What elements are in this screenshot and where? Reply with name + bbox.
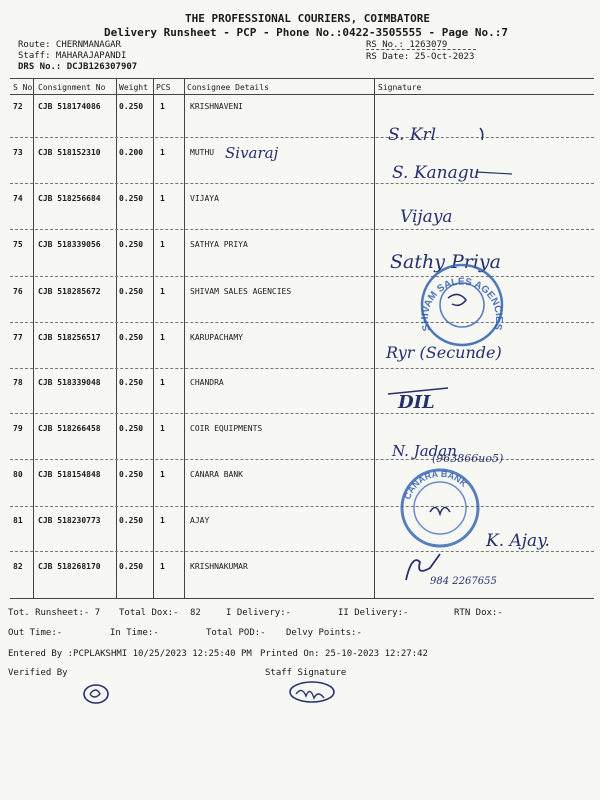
delvy-points: Delvy Points:- [286,628,362,638]
row-pcs: 1 [160,516,165,525]
row-pcs: 1 [160,194,165,203]
in-time: In Time:- [110,628,159,638]
row-sno: 75 [13,240,23,249]
row-consignee: SHIVAM SALES AGENCIES [190,287,292,296]
row-sno: 73 [13,148,23,157]
col-header-consignee: Consignee Details [187,83,269,92]
verified-signature [84,685,108,703]
svg-text:CANARA BANK [402,469,469,501]
row-pcs: 1 [160,470,165,479]
i-delivery: I Delivery:- [226,608,292,618]
row-weight: 0.200 [119,148,144,157]
staff-signature-mark [290,682,334,702]
ii-delivery: II Delivery:- [338,608,409,618]
row-consignment: CJB 518230773 [38,516,101,525]
drs-number: DRS No.: DCJB126307907 [18,62,138,72]
stamp-text: CANARA BANK [402,468,470,501]
row-consignee: SATHYA PRIYA [190,240,248,249]
signature-chandra: DIL [398,392,435,413]
row-weight: 0.250 [119,516,144,525]
row-weight: 0.250 [119,240,144,249]
row-consignment: CJB 518152310 [38,148,101,157]
row-sno: 76 [13,287,23,296]
col-header-sno: S No [13,83,33,92]
row-pcs: 1 [160,333,165,342]
row-pcs: 1 [160,102,165,111]
row-sno: 81 [13,516,23,525]
row-consignee: KRISHNAKUMAR [190,562,248,571]
verified-by: Verified By [8,668,68,678]
row-pcs: 1 [160,424,165,433]
row-consignment: CJB 518256684 [38,194,101,203]
col-header-weight: Weight [119,83,148,92]
row-weight: 0.250 [119,470,144,479]
row-sno: 79 [13,424,23,433]
row-pcs: 1 [160,378,165,387]
signature-muthu: S. Kanagu [392,163,480,183]
tot-runsheet: Tot. Runsheet:- 7 [8,608,101,618]
row-pcs: 1 [160,240,165,249]
signature-coir: N. Jadan [392,442,457,460]
row-consignment: CJB 518268170 [38,562,101,571]
row-consignee: KARUPACHAMY [190,333,243,342]
signature-vijaya: Vijaya [400,207,453,227]
total-dox-value: 82 [190,608,201,618]
canara-bank-stamp [402,469,478,546]
row-consignment: CJB 518339048 [38,378,101,387]
printed-on: Printed On: 25-10-2023 12:27:42 [260,649,428,659]
total-pod: Total POD:- [206,628,266,638]
row-weight: 0.250 [119,424,144,433]
rs-date: RS Date: 25-Oct-2023 [366,52,475,62]
staff-signature-stroke [296,690,324,698]
row-pcs: 1 [160,287,165,296]
rtn-dox: RTN Dox:- [454,608,503,618]
handwritten-note: Sivaraj [225,144,279,162]
verified-signature-stroke [90,690,100,697]
col-header-pcs: PCS [156,83,171,92]
row-pcs: 1 [160,562,165,571]
handwritten-phone: 984 2267655 [430,576,497,587]
row-weight: 0.250 [119,333,144,342]
row-consignment: CJB 518339056 [38,240,101,249]
row-pcs: 1 [160,148,165,157]
row-sno: 80 [13,470,23,479]
row-weight: 0.250 [119,378,144,387]
handwritten-phone: (963866uo5) [432,452,504,465]
company-name: THE PROFESSIONAL COURIERS, COIMBATORE [185,12,431,25]
row-consignment: CJB 518174086 [38,102,101,111]
signature-karupachamy: Ryr (Secunde) [386,343,502,362]
out-time: Out Time:- [8,628,63,638]
stamp-text: SHIVAM SALES AGENCIES [419,276,505,333]
row-weight: 0.250 [119,562,144,571]
row-sno: 78 [13,378,23,387]
total-dox-label: Total Dox:- [119,608,179,618]
row-consignee: CANARA BANK [190,470,243,479]
row-sno: 72 [13,102,23,111]
row-consignee: VIJAYA [190,194,219,203]
row-weight: 0.250 [119,102,144,111]
row-consignee: MUTHU [190,148,215,157]
row-consignment: CJB 518256517 [38,333,101,342]
row-consignee: AJAY [190,516,210,525]
row-consignment: CJB 518154848 [38,470,101,479]
col-header-consignment: Consignment No [38,83,106,92]
col-header-signature: Signature [378,83,422,92]
staff-label: Staff: MAHARAJAPANDI [18,51,127,61]
runsheet-subtitle: Delivery Runsheet - PCP - Phone No.:0422-3505555 - Page No.:7 [104,26,508,39]
rs-number: RS No.: 1263079 [366,40,448,50]
row-sno: 77 [13,333,23,342]
row-sno: 74 [13,194,23,203]
row-consignee: COIR EQUIPMENTS [190,424,263,433]
row-weight: 0.250 [119,194,144,203]
row-consignment: CJB 518266458 [38,424,101,433]
row-consignment: CJB 518285672 [38,287,101,296]
shivam-stamp [420,265,504,345]
row-weight: 0.250 [119,287,144,296]
staff-signature-label: Staff Signature [265,668,347,678]
signature-stroke [480,128,483,140]
route-label: Route: CHERNMANAGAR [18,40,121,50]
signature-sathya: Sathy Priya [390,251,501,273]
signature-krishnaveni: S. Krl [388,125,437,145]
row-consignee: CHANDRA [190,378,224,387]
row-sno: 82 [13,562,23,571]
entered-by: Entered By :PCPLAKSHMI 10/25/2023 12:25:40 PM [8,649,252,659]
signature-ajay: K. Ajay. [486,531,550,551]
row-consignee: KRISHNAVENI [190,102,243,111]
signature-stroke [476,172,512,174]
